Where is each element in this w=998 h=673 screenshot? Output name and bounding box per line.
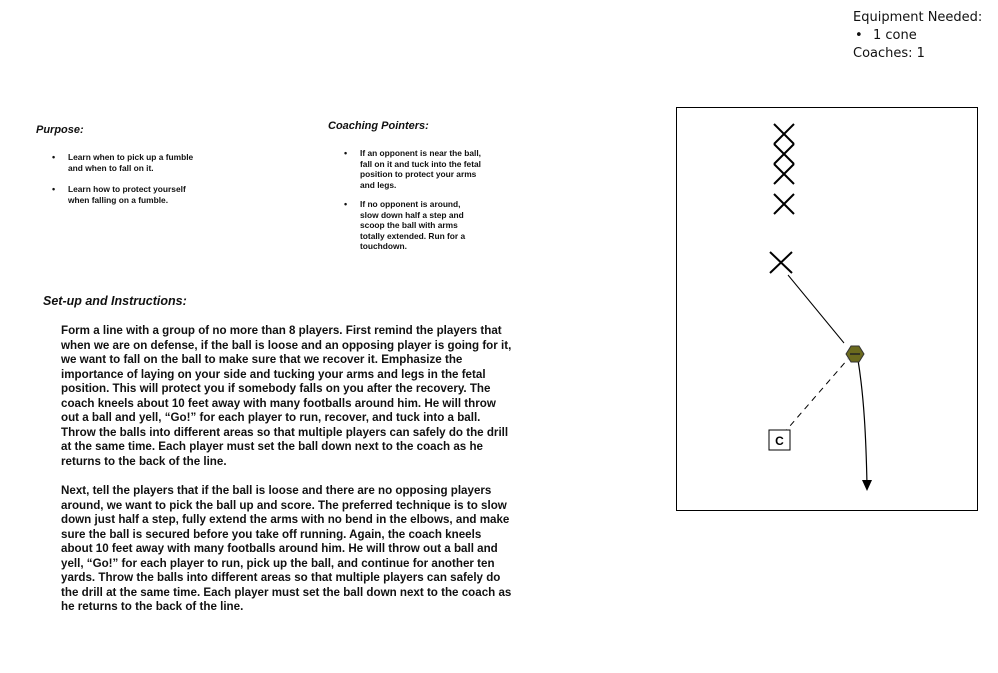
- coaching-section: [328, 120, 508, 261]
- coaching-item: • If an opponent is near the ball, fall on it and tuck into the fetal position to protect your arms and legs.: [328, 148, 484, 190]
- setup-title: Set-up and Instructions:: [43, 294, 187, 308]
- purpose-section: [36, 124, 216, 216]
- setup-paragraph: Form a line with a group of no more than 8 players. First remind the players that when we are on defense, if the ball is loose and an opposing player is going for it, we want to fall on the ball to make sure that we recover it. Emphasize the importance of laying on your side and tucking your arms and legs in the fetal position. This will protect you if somebody falls on you after the recovery. The coach kneels about 10 feet away with many footballs around him. He will throw out a ball and yell, “Go!” for each player to run, recover, and tuck into a ball. Throw the balls into different areas so that multiple players can safely do the drill at the same time. Each player must set the ball down next to the coach as he returns to the back of the line.: [61, 324, 512, 468]
- equipment-item: • 1 cone: [855, 28, 917, 43]
- field-border: [677, 108, 978, 511]
- purpose-list: [36, 152, 216, 205]
- coach-label: C: [775, 434, 784, 448]
- bullet-icon: •: [855, 28, 863, 43]
- coaching-list: [328, 148, 508, 252]
- coaches-count: Coaches: 1: [853, 46, 925, 61]
- drill-diagram: [676, 107, 978, 511]
- equipment-box: [853, 9, 982, 63]
- purpose-item: • Learn when to pick up a fumble and when to fall on it.: [36, 152, 198, 173]
- purpose-item: • Learn how to protect yourself when falling on a fumble.: [36, 184, 188, 205]
- equipment-heading: Equipment Needed:: [853, 10, 983, 25]
- coaching-item: • If no opponent is around, slow down half a step and scoop the ball with arms totally extended. Run for a touchdown.: [328, 199, 478, 252]
- setup-section: [43, 294, 523, 630]
- coaching-title: Coaching Pointers:: [328, 120, 429, 132]
- purpose-title: Purpose:: [36, 124, 84, 136]
- setup-paragraph: Next, tell the players that if the ball is loose and there are no opposing players around, we want to pick the ball up and score. The preferred technique is to slow down just half a step, fully extend the arms with no bend in the elbows, and make sure the ball is secured before you take off running. Again, the coach kneels about 10 feet away with many footballs around him. He will throw out a ball and yell, “Go!” for each player to run, pick up the ball, and continue for another ten yards. Throw the balls into different areas so that multiple players can safely do the drill at the same time. Each player must set the ball down next to the coach as he returns to the back of the line.: [61, 484, 512, 613]
